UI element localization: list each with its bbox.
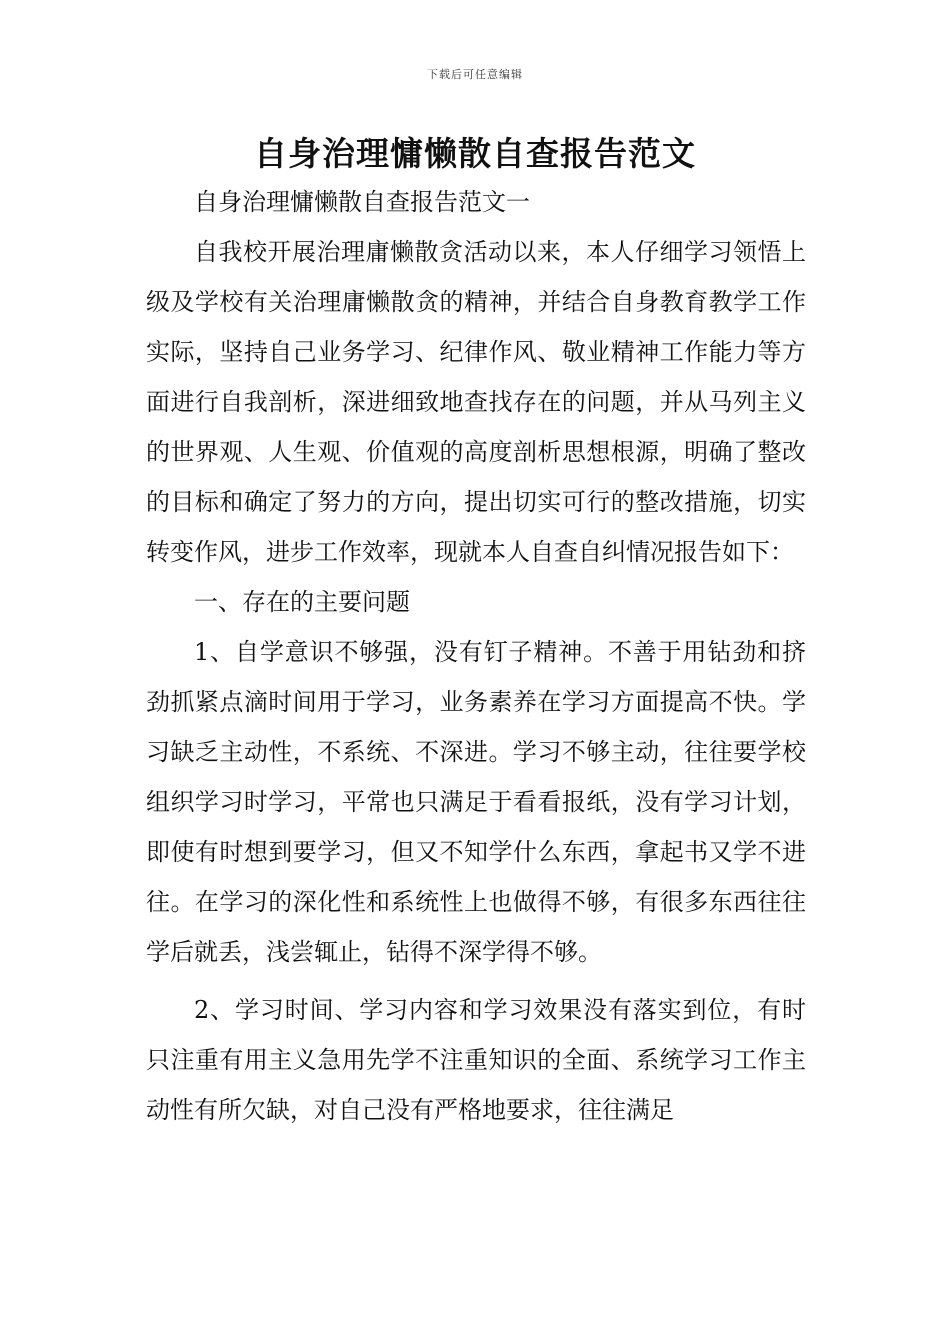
header-note: 下载后可任意编辑: [427, 68, 523, 81]
section-heading: 一、存在的主要问题: [194, 588, 410, 616]
document-subtitle: 自身治理慵懒散自查报告范文一: [194, 188, 530, 216]
paragraph-intro: 自我校开展治理庸懒散贪活动以来，本人仔细学习领悟上级及学校有关治理庸懒散贪的精神，并结合自身教育教学工作实际，坚持自己业务学习、纪律作风、敬业精神工作能力等方面进行自我剖析，深进细致地查找存在的问题，并从马列主义的世界观、人生观、价值观的高度剖析思想根源，明确了整改的目标和确定了努力的方向，提出切实可行的整改措施，切实转变作风，进步工作效率，现就本人自查自纠情况报告如下：: [146, 238, 806, 566]
paragraph-issue-2: 2、学习时间、学习内容和学习效果没有落实到位，有时只注重有用主义急用先学不注重知识的全面、系统学习工作主动性有所欠缺，对自己没有严格地要求，往往满足: [146, 996, 806, 1124]
document-body: [146, 177, 806, 1135]
paragraph-issue-1: 1、自学意识不够强，没有钉子精神。不善于用钻劲和挤劲抓紧点滴时间用于学习，业务素养在学习方面提高不快。学习缺乏主动性，不系统、不深进。学习不够主动，往往要学校组织学习时学习，平常也只满足于看看报纸，没有学习计划，即使有时想到要学习，但又不知学什么东西，拿起书又学不进往。在学习的深化性和系统性上也做得不够，有很多东西往往学后就丢，浅尝辄止，钻得不深学得不够。: [146, 638, 806, 966]
document-title: 自身治理慵懒散自查报告范文: [254, 134, 696, 173]
